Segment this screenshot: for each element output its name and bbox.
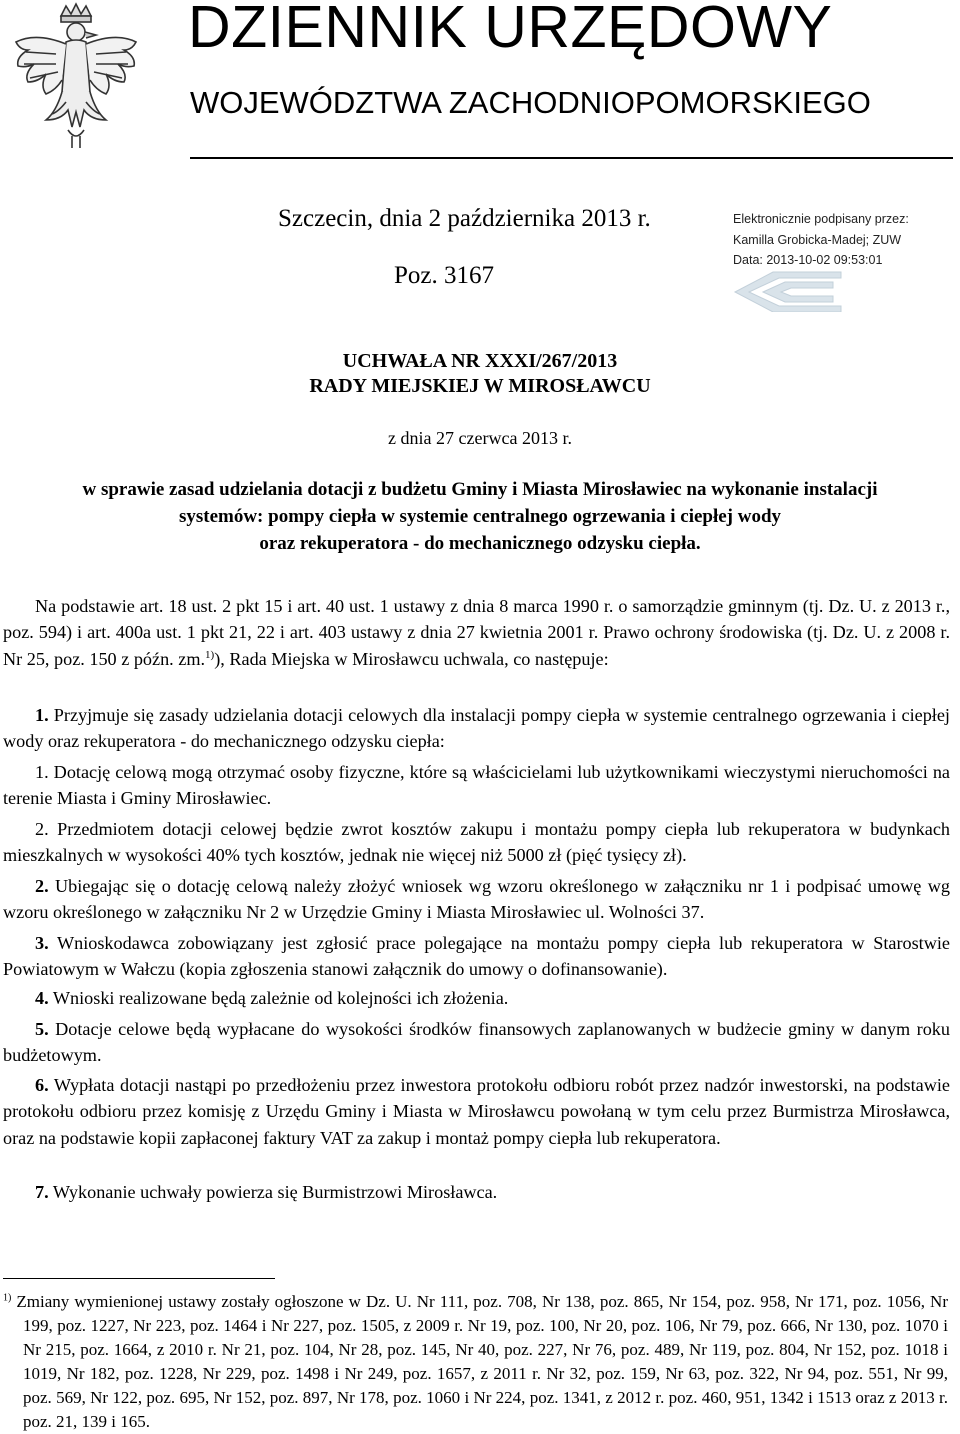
paragraph-3: [3, 930, 950, 983]
paragraph-text: Wypłata dotacji nastąpi po przedłożeniu przez inwestora protokołu odbioru robót przez nadzór inwestorski, na podstawie protokołu odbioru przez komisję z Urzędu Gminy i Miasta w Mirosławcu powołaną w tym celu przez Burmistrza Mirosławca, oraz na podstawie kopii zapłaconej faktury VAT za zakup i montaż pompy ciepła lub rekuperatora.: [3, 1075, 950, 1148]
paragraph-1: [3, 702, 950, 755]
footnote-reference: 1): [205, 648, 215, 661]
signature-line-signer: Kamilla Grobicka-Madej; ZUW: [733, 233, 902, 247]
paragraph-marker: 7.: [35, 1182, 49, 1202]
signature-line-date: Data: 2013-10-02 09:53:01: [733, 253, 883, 267]
resolution-subject-line-2: systemów: pompy ciepła w systemie centralnego ogrzewania i ciepłej wody: [178, 506, 782, 527]
paragraph-text: Przyjmuje się zasady udzielania dotacji celowych dla instalacji pompy ciepła w systemie centralnego ogrzewania i ciepłej wody oraz rekuperatora - do mechanicznego odzysku ciepła:: [3, 705, 950, 752]
paragraph-text: Wnioski realizowane będą zależnie od kolejności ich złożenia.: [48, 988, 509, 1008]
paragraph-7: [3, 1179, 950, 1205]
paragraph-text: Wnioskodawca zobowiązany jest zgłosić prace polegające na montażu pompy ciepła lub rekuperatora w Starostwie Powiatowym w Wałczu (kopia zgłoszenia stanowi załącznik do umowy o dofinansowanie).: [3, 933, 950, 980]
journal-title: DZIENNIK URZĘDOWY: [188, 0, 833, 60]
signature-stamp-icon: [733, 268, 843, 312]
resolution-subject: [0, 476, 960, 557]
resolution-subject-line-1: w sprawie zasad udzielania dotacji z budżetu Gminy i Miasta Mirosławiec na wykonanie instalacji: [82, 479, 878, 500]
paragraph-text: 1. Dotację celową mogą otrzymać osoby fizyczne, które są właścicielami lub użytkownikami wieczystymi nieruchomości na terenie Miasta i Gminy Mirosławiec.: [3, 762, 950, 809]
paragraph-2: [3, 873, 950, 926]
paragraph-1-point-2: [3, 816, 950, 869]
paragraph-text: Dotacje celowe będą wypłacane do wysokości środków finansowych zaplanowanych w budżecie gminy w danym roku budżetowym.: [3, 1019, 950, 1066]
paragraph-4: [3, 985, 950, 1011]
preamble-text-end: ), Rada Miejska w Mirosławcu uchwala, co następuje:: [214, 648, 609, 669]
publication-date: Szczecin, dnia 2 października 2013 r.: [278, 205, 651, 232]
resolution-title-line-2: RADY MIEJSKIEJ W MIROSŁAWCU: [309, 375, 651, 397]
journal-subtitle: WOJEWÓDZTWA ZACHODNIOPOMORSKIEGO: [190, 85, 871, 120]
paragraph-marker: 2.: [35, 876, 49, 896]
footnote-marker: 1): [3, 1292, 12, 1304]
paragraph-6: [3, 1072, 950, 1151]
paragraph-marker: 5.: [35, 1019, 49, 1039]
paragraph-text: Ubiegając się o dotację celową należy złożyć wniosek wg wzoru określonego w załączniku nr 1 i podpisać umowę wg wzoru określonego w załączniku Nr 2 w Urzędzie Gminy i Miasta Mirosławiec ul. Wolności 37.: [3, 876, 950, 923]
white-eagle-coat-of-arms-icon: [6, 2, 146, 152]
masthead-divider: [190, 157, 953, 159]
signature-line-signed-by: Elektronicznie podpisany przez:: [733, 212, 909, 226]
paragraph-marker: 4.: [35, 988, 49, 1008]
electronic-signature: [733, 212, 958, 312]
paragraph-text: 2. Przedmiotem dotacji celowej będzie zwrot kosztów zakupu i montażu pompy ciepła lub rekuperatora w budynkach mieszkalnych w wysokości 40% tych kosztów, jednak nie więcej niż 5000 zł (pięć tysięcy zł).: [3, 819, 950, 866]
footnote-text: Zmiany wymienionej ustawy zostały ogłoszone w Dz. U. Nr 111, poz. 708, Nr 138, poz. 865, Nr 154, poz. 958, Nr 171, poz. 1056, Nr 199, poz. 1227, Nr 223, poz. 1464 i Nr 227, poz. 1505, z 2009 r. Nr 19, poz. 100, Nr 20, poz. 106, Nr 79, poz. 666, Nr 130, poz. 1070 i Nr 215, poz. 1664, z 2010 r. Nr 21, poz. 104, Nr 28, poz. 145, Nr 40, poz. 227, Nr 76, poz. 489, Nr 119, poz. 804, Nr 152, poz. 1018 i 1019, Nr 182, poz. 1228, Nr 229, poz. 1498 i Nr 249, poz. 1657, z 2011 r. Nr 32, poz. 159, Nr 63, poz. 322, Nr 94, poz. 551, Nr 99, poz. 569, Nr 122, poz. 695, Nr 152, poz. 897, Nr 178, poz. 1060 i Nr 224, poz. 1341, z 2012 r. poz. 460, 951, 1342 i 1513 oraz z 2013 r. poz. 21, 139 i 165.: [11, 1292, 948, 1431]
preamble: [3, 593, 950, 672]
publication-position: Poz. 3167: [394, 262, 494, 289]
footnote-divider: [3, 1278, 275, 1279]
paragraph-marker: 6.: [35, 1075, 49, 1095]
resolution-date: z dnia 27 czerwca 2013 r.: [388, 428, 572, 448]
footnote: [3, 1290, 948, 1434]
paragraph-marker: 1.: [35, 705, 49, 725]
paragraph-marker: 3.: [35, 933, 49, 953]
preamble-text: Na podstawie art. 18 ust. 2 pkt 15 i art. 40 ust. 1 ustawy z dnia 8 marca 1990 r. o samorządzie gminnym (tj. Dz. U. z 2013 r., poz. 594) i art. 400a ust. 1 pkt 21, 22 i art. 403 ustawy z dnia 27 kwietnia 2001 r. Prawo ochrony środowiska (tj. Dz. U. z 2008 r. Nr 25, poz. 150 z późn. zm.: [3, 596, 950, 669]
resolution-title: [0, 349, 960, 399]
resolution-subject-line-3: oraz rekuperatora - do mechanicznego odzysku ciepła.: [259, 533, 701, 554]
paragraph-1-point-1: [3, 759, 950, 812]
paragraph-text: Wykonanie uchwały powierza się Burmistrzowi Mirosławca.: [48, 1182, 498, 1202]
resolution-title-line-1: UCHWAŁA NR XXXI/267/2013: [342, 350, 618, 372]
paragraph-5: [3, 1016, 950, 1069]
